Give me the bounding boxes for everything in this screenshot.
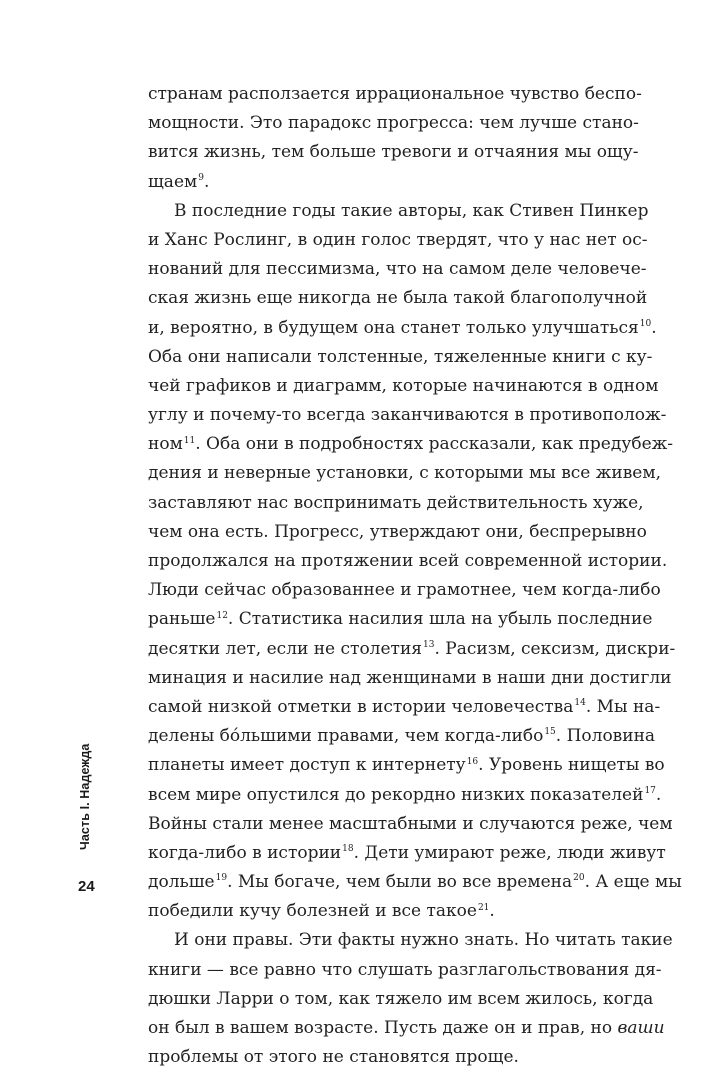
text-fragment: щаем (148, 171, 198, 192)
text-line (148, 168, 584, 197)
running-head: Часть I. Надежда (78, 743, 92, 850)
footnote-ref: 20 (573, 873, 585, 884)
footnote-ref: 18 (342, 844, 354, 855)
text-line (148, 314, 657, 343)
text-fragment: делены бо́льшими правами, чем когда-либо (148, 726, 544, 747)
text-fragment: дольше (148, 872, 215, 893)
page-number: 24 (78, 878, 95, 895)
footnote-ref: 16 (466, 756, 479, 767)
text-fragment: и, вероятно, в будущем она станет только улучшаться (148, 317, 639, 338)
text-fragment: он был в вашем возрасте. Пусть даже он и прав, но (148, 1018, 613, 1038)
text-fragment: . (655, 784, 662, 805)
text-line (148, 897, 584, 926)
text-line (148, 635, 676, 664)
text-line: и Ханс Рослинг, в один голос твердят, что у нас нет ос- (148, 229, 648, 250)
footnote-ref: 12 (216, 610, 228, 621)
footnote-ref: 11 (183, 435, 196, 446)
text-line: нований для пессимизма, что на самом деле человече- (148, 259, 647, 280)
text-line: минация и насилие над женщинами в наши дни достигли (148, 667, 672, 688)
text-line (148, 430, 674, 459)
text-line (148, 781, 662, 810)
text-line (148, 1014, 665, 1043)
footnote-ref: 19 (215, 873, 228, 884)
text-line: книги — все равно что слушать разглагольствования дя- (148, 959, 662, 980)
text-fragment: . (651, 317, 657, 338)
text-line (148, 693, 661, 722)
text-fragment: . Мы на- (585, 696, 661, 717)
text-line (148, 839, 666, 868)
text-fragment: десятки лет, если не столетия (148, 638, 423, 659)
text-fragment: ном (148, 434, 183, 455)
footnote-ref: 15 (544, 727, 556, 738)
footnote-ref: 10 (639, 318, 652, 329)
text-line: И они правы. Эти факты нужно знать. Но читать такие (174, 930, 673, 951)
text-fragment: самой низкой отметки в истории человечества (148, 696, 574, 717)
footnote-ref: 13 (423, 639, 435, 650)
text-line: дения и неверные установки, с которыми мы все живем, (148, 463, 661, 484)
text-line: продолжался на протяжении всей современной истории. (148, 551, 668, 571)
text-fragment: всем мире опустился до рекордно низких показателей (148, 784, 644, 805)
text-fragment: . Половина (555, 726, 656, 747)
text-line: мощности. Это парадокс прогресса: чем лучше стано- (148, 113, 639, 134)
text-fragment: . (489, 901, 495, 922)
footnote-ref: 17 (644, 785, 656, 796)
text-fragment: . Статистика насилия шла на убыль последние (227, 609, 653, 630)
text-fragment: . Мы богаче, чем были во все времена (227, 872, 573, 893)
text-fragment: . Расизм, сексизм, дискри- (434, 638, 676, 659)
text-fragment: планеты имеет доступ к интернету (148, 755, 466, 776)
text-line (148, 605, 653, 634)
text-fragment: . Уровень нищеты во (478, 755, 665, 776)
text-line: чем она есть. Прогресс, утверждают они, беспрерывно (148, 521, 647, 542)
text-line: Войны стали менее масштабными и случаются реже, чем (148, 813, 673, 834)
text-line: дюшки Ларри о том, как тяжело им всем жилось, когда (148, 988, 654, 1009)
footnote-ref: 9 (198, 172, 204, 183)
text-line: странам расползается иррациональное чувство беспо- (148, 84, 642, 104)
text-fragment: когда-либо в истории (148, 842, 342, 863)
text-line (148, 751, 665, 780)
text-line: Оба они написали толстенные, тяжеленные книги с ку- (148, 346, 653, 367)
text-line (148, 868, 682, 897)
text-fragment: победили кучу болезней и все такое (148, 901, 477, 922)
text-line: углу и почему-то всегда заканчиваются в противополож- (148, 405, 667, 426)
text-line (148, 722, 656, 751)
text-line: чей графиков и диаграмм, которые начинаются в одном (148, 375, 659, 396)
text-line: заставляют нас воспринимать действительность хуже, (148, 492, 644, 513)
text-line: В последние годы такие авторы, как Стивен Пинкер (174, 200, 649, 221)
text-line: вится жизнь, тем больше тревоги и отчаяния мы ощу- (148, 142, 639, 163)
body-text (148, 80, 682, 1072)
text-fragment: . А еще мы (584, 872, 682, 893)
footnote-ref: 21 (477, 902, 490, 913)
text-line: проблемы от этого не становятся проще. (148, 1047, 519, 1068)
emphasis-text: ваши (617, 1018, 665, 1038)
text-fragment: . Дети умирают реже, люди живут (353, 842, 666, 863)
text-fragment: раньше (148, 609, 216, 630)
text-fragment: . Оба они в подробностях рассказали, как предубеж- (195, 434, 674, 455)
text-line: ская жизнь еще никогда не была такой благополучной (148, 288, 648, 309)
text-line: Люди сейчас образованнее и грамотнее, чем когда-либо (148, 580, 661, 601)
footnote-ref: 14 (574, 698, 586, 709)
text-fragment: . (203, 171, 210, 192)
